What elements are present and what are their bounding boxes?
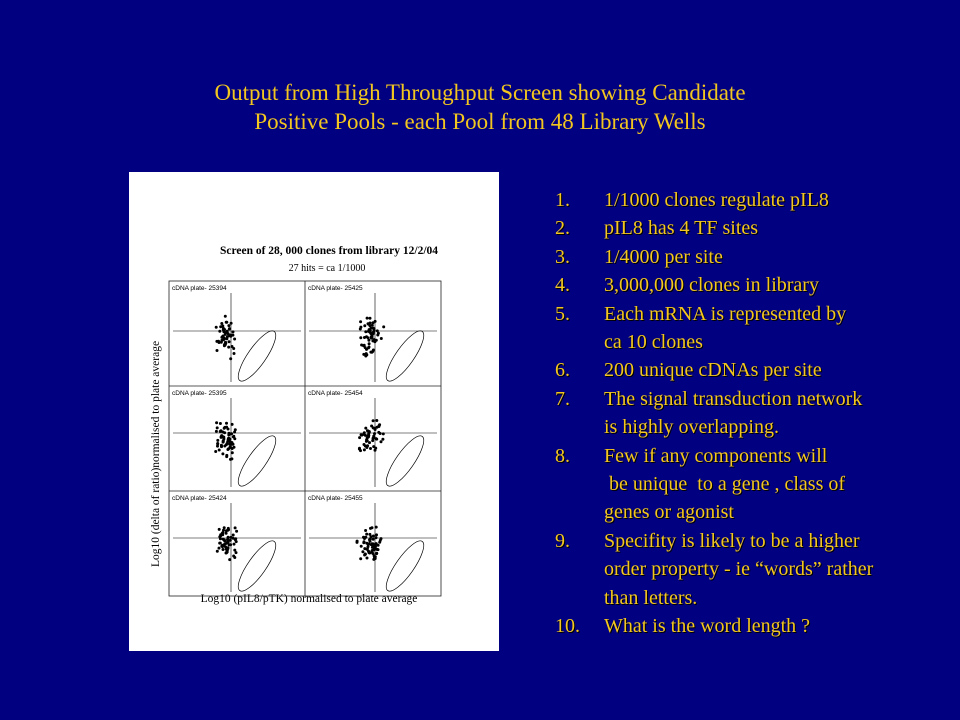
scatter-point: [222, 436, 225, 439]
scatter-point: [232, 435, 235, 438]
key-points-list: [555, 186, 950, 641]
key-point-text: [604, 243, 950, 271]
scatter-point: [226, 548, 229, 551]
scatter-point: [227, 527, 230, 530]
scatter-point: [215, 340, 218, 343]
scatter-point: [228, 543, 231, 546]
scatter-point: [215, 421, 218, 424]
scatter-point: [220, 322, 223, 325]
scatter-panel-label: cDNA plate- 25425: [308, 285, 363, 292]
scatter-point: [216, 445, 219, 448]
scatter-point: [365, 533, 368, 536]
scatter-panel-label: cDNA plate- 25454: [308, 390, 363, 397]
key-point: [555, 356, 950, 384]
scatter-point: [382, 325, 385, 328]
scatter-point: [381, 438, 384, 441]
scatter-point: [377, 548, 380, 551]
scatter-point: [224, 341, 227, 344]
scatter-point: [369, 527, 372, 530]
scatter-point: [363, 540, 366, 543]
scatter-point: [228, 340, 231, 343]
scatter-point: [359, 320, 362, 323]
scatter-point: [374, 320, 377, 323]
scatter-point: [218, 330, 221, 333]
scatter-point: [368, 431, 371, 434]
scatter-point: [230, 536, 233, 539]
scatter-point: [214, 450, 217, 453]
scatter-panel: [172, 390, 301, 491]
scatter-point: [215, 430, 218, 433]
scatter-point: [373, 554, 376, 557]
slide-title-line-1: Output from High Throughput Screen showing Candidate: [214, 80, 746, 105]
hit-region-ellipse: [380, 536, 429, 595]
scatter-point: [220, 444, 223, 447]
key-point-number: 2.: [555, 217, 570, 240]
key-point-line: Each mRNA is represented by: [604, 302, 847, 325]
scatter-point: [369, 447, 372, 450]
key-point-text: [604, 300, 950, 357]
scatter-point: [223, 538, 226, 541]
scatter-point: [364, 553, 367, 556]
key-point-number: 5.: [555, 302, 570, 325]
scatter-point: [221, 545, 224, 548]
figure-title: Screen of 28, 000 clones from library 12/2/04: [219, 245, 439, 257]
scatter-point: [375, 419, 378, 422]
key-point: [555, 186, 950, 214]
scatter-point: [215, 326, 218, 329]
scatter-point: [371, 324, 374, 327]
scatter-point: [368, 552, 371, 555]
scatter-panel-label: cDNA plate- 25455: [308, 495, 363, 502]
scatter-point: [366, 547, 369, 550]
slide-title: [0, 78, 960, 136]
scatter-panel: [172, 285, 301, 386]
key-point-line: order property - ie “words” rather: [604, 558, 874, 581]
panel-grid: [169, 281, 441, 596]
key-point-number: 4.: [555, 274, 570, 297]
key-point: [555, 442, 950, 527]
scatter-point: [231, 334, 234, 337]
key-point-text: [604, 442, 950, 527]
scatter-panel-label: cDNA plate- 25394: [172, 285, 227, 292]
scatter-point: [369, 317, 372, 320]
scatter-point: [375, 533, 378, 536]
scatter-point: [382, 432, 385, 435]
key-point: [555, 271, 950, 299]
scatter-point: [227, 537, 230, 540]
scatter-point: [371, 332, 374, 335]
scatter-point: [222, 548, 225, 551]
key-point: [555, 300, 950, 357]
hit-region-ellipse: [232, 431, 281, 490]
scatter-point: [233, 543, 236, 546]
scatter-point: [218, 528, 221, 531]
scatter-point: [222, 328, 225, 331]
scatter-point: [225, 532, 228, 535]
scatter-point: [216, 426, 219, 429]
scatter-point: [364, 529, 367, 532]
scatter-point: [226, 448, 229, 451]
scatter-point: [363, 443, 366, 446]
figure-subtitle: 27 hits = ca 1/1000: [288, 263, 366, 274]
key-point-number: 9.: [555, 529, 570, 552]
scatter-point: [368, 441, 371, 444]
scatter-point: [363, 344, 366, 347]
scatter-point: [369, 540, 372, 543]
key-point-line: Specifity is likely to be a higher: [604, 529, 860, 552]
scatter-point: [358, 448, 361, 451]
scatter-point: [225, 321, 228, 324]
scatter-point: [234, 428, 237, 431]
scatter-point: [219, 430, 222, 433]
key-point: [555, 527, 950, 612]
scatter-point: [358, 436, 361, 439]
scatter-point: [363, 448, 366, 451]
scatter-point: [368, 342, 371, 345]
key-point: [555, 385, 950, 442]
scatter-point: [377, 431, 380, 434]
slide-title-line-2: Positive Pools - each Pool from 48 Library Wells: [254, 109, 706, 134]
key-point-text: [604, 527, 950, 612]
scatter-point: [356, 541, 359, 544]
scatter-point: [224, 315, 227, 318]
scatter-point: [380, 337, 383, 340]
scatter-point: [225, 337, 228, 340]
key-point-line: genes or agonist: [604, 501, 734, 524]
scatter-panel-label: cDNA plate- 25424: [172, 495, 227, 502]
key-point: [555, 612, 950, 640]
scatter-figure-graphic: [129, 172, 499, 651]
scatter-point: [363, 324, 366, 327]
scatter-point: [230, 432, 233, 435]
key-point-line: What is the word length ?: [604, 615, 811, 638]
key-point-line: 1/4000 per site: [604, 245, 723, 268]
scatter-point: [223, 427, 226, 430]
key-point-text: [604, 214, 950, 242]
scatter-point: [228, 328, 231, 331]
scatter-point: [372, 535, 375, 538]
scatter-point: [222, 335, 225, 338]
scatter-point: [229, 539, 232, 542]
scatter-point: [225, 422, 228, 425]
scatter-point: [364, 536, 367, 539]
key-point: [555, 243, 950, 271]
scatter-point: [232, 330, 235, 333]
scatter-point: [225, 551, 228, 554]
key-point: [555, 214, 950, 242]
scatter-point: [232, 347, 235, 350]
scatter-point: [363, 336, 366, 339]
scatter-point: [360, 545, 363, 548]
scatter-panel: [308, 285, 437, 386]
scatter-point: [372, 436, 375, 439]
scatter-point: [225, 455, 228, 458]
scatter-point: [367, 323, 370, 326]
scatter-point: [374, 557, 377, 560]
key-point-number: 10.: [555, 615, 580, 638]
scatter-point: [232, 534, 235, 537]
scatter-point: [367, 336, 370, 339]
scatter-point: [219, 422, 222, 425]
key-point-line: ca 10 clones: [604, 331, 703, 354]
scatter-point: [229, 357, 232, 360]
hit-region-ellipse: [380, 431, 429, 490]
scatter-point: [372, 538, 375, 541]
key-point-number: 8.: [555, 444, 570, 467]
scatter-point: [364, 427, 367, 430]
key-point-line: pIL8 has 4 TF sites: [604, 217, 759, 240]
scatter-point: [227, 346, 230, 349]
scatter-panel: [308, 495, 437, 596]
scatter-point: [372, 419, 375, 422]
scatter-point: [234, 537, 237, 540]
scatter-point: [220, 339, 223, 342]
key-point-line: 3,000,000 clones in library: [604, 274, 819, 297]
scatter-panel: [172, 495, 301, 596]
key-point-line: The signal transduction network: [604, 387, 863, 410]
key-point-number: 3.: [555, 245, 570, 268]
key-point-line: is highly overlapping.: [604, 416, 779, 439]
scatter-point: [227, 438, 230, 441]
scatter-point: [216, 550, 219, 553]
scatter-point: [230, 322, 233, 325]
scatter-point: [231, 451, 234, 454]
figure-x-axis-label: Log10 (pIL8/pTK) normalised to plate average: [200, 593, 418, 605]
key-point-number: 6.: [555, 359, 570, 382]
scatter-point: [368, 328, 371, 331]
scatter-point: [366, 557, 369, 560]
scatter-point: [363, 547, 366, 550]
scatter-point: [371, 439, 374, 442]
scatter-point: [378, 423, 381, 426]
scatter-point: [373, 544, 376, 547]
scatter-point: [373, 338, 376, 341]
scatter-point: [230, 457, 233, 460]
scatter-point: [359, 336, 362, 339]
scatter-point: [374, 447, 377, 450]
scatter-point: [375, 526, 378, 529]
scatter-point: [227, 324, 230, 327]
scatter-point: [221, 452, 224, 455]
scatter-point: [225, 443, 228, 446]
scatter-point: [233, 549, 236, 552]
scatter-point: [218, 547, 221, 550]
key-point-line: 1/1000 clones regulate pIL8: [604, 189, 829, 211]
scatter-point: [365, 348, 368, 351]
scatter-point: [221, 533, 224, 536]
scatter-point: [373, 327, 376, 330]
scatter-point: [360, 344, 363, 347]
scatter-point: [216, 439, 219, 442]
scatter-point: [366, 444, 369, 447]
hit-region-ellipse: [232, 326, 281, 385]
scatter-point: [223, 543, 226, 546]
scatter-point: [233, 338, 236, 341]
key-point-text: [604, 385, 950, 442]
scatter-point: [380, 440, 383, 443]
scatter-point: [224, 545, 227, 548]
scatter-point: [223, 526, 226, 529]
scatter-point: [359, 326, 362, 329]
scatter-point: [233, 446, 236, 449]
scatter-point: [375, 552, 378, 555]
hit-region-ellipse: [380, 326, 429, 385]
scatter-point: [231, 423, 234, 426]
scatter-point: [227, 428, 230, 431]
scatter-point: [359, 557, 362, 560]
scatter-point: [221, 431, 224, 434]
figure-y-axis-label: Log10 (delta of ratio)normalised to plate average: [150, 340, 162, 568]
scatter-point: [373, 432, 376, 435]
key-point-line: Few if any components will: [604, 444, 828, 467]
scatter-panel: [308, 390, 437, 491]
scatter-point: [219, 542, 222, 545]
scatter-point: [377, 332, 380, 335]
scatter-point: [371, 549, 374, 552]
scatter-point: [361, 550, 364, 553]
scatter-point: [364, 330, 367, 333]
scatter-point: [366, 317, 369, 320]
scatter-point: [228, 443, 231, 446]
key-point-line: than letters.: [604, 586, 698, 609]
key-point-text: [604, 271, 950, 299]
scatter-point: [375, 438, 378, 441]
scatter-point: [375, 536, 378, 539]
scatter-panel-label: cDNA plate- 25395: [172, 390, 227, 397]
key-point-text: [604, 612, 950, 640]
scatter-point: [227, 433, 230, 436]
key-point-text: [604, 356, 950, 384]
scatter-point: [232, 555, 235, 558]
hit-region-ellipse: [232, 536, 281, 595]
scatter-point: [222, 529, 225, 532]
scatter-figure: [129, 172, 499, 651]
scatter-point: [224, 331, 227, 334]
key-point-number: 7.: [555, 387, 570, 410]
scatter-point: [228, 558, 231, 561]
scatter-point: [368, 346, 371, 349]
scatter-point: [360, 434, 363, 437]
scatter-point: [365, 440, 368, 443]
scatter-point: [365, 353, 368, 356]
key-point-line: 200 unique cDNAs per site: [604, 359, 822, 382]
key-point-line: be unique to a gene , class of: [604, 473, 846, 496]
scatter-point: [380, 537, 383, 540]
scatter-point: [234, 526, 237, 529]
scatter-point: [218, 449, 221, 452]
scatter-point: [372, 349, 375, 352]
scatter-point: [233, 352, 236, 355]
scatter-point: [216, 349, 219, 352]
key-point-text: [604, 186, 950, 214]
scatter-point: [376, 426, 379, 429]
key-point-number: 1.: [555, 189, 570, 211]
scatter-point: [235, 530, 238, 533]
scatter-point: [218, 535, 221, 538]
scatter-point: [365, 542, 368, 545]
